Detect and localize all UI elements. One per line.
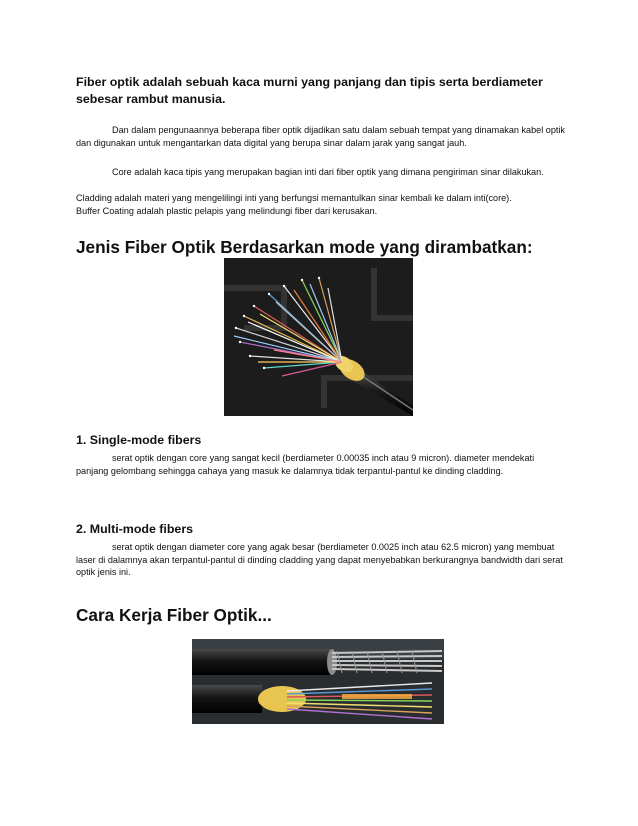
intro-paragraph — [76, 124, 568, 149]
core-paragraph-text: Core adalah kaca tipis yang merupakan bagian inti dari fiber optik yang dimana pengiriman sinar dilakukan. — [112, 167, 544, 177]
jenis-heading: Jenis Fiber Optik Berdasarkan mode yang dirambatkan: — [76, 237, 533, 257]
cara-kerja-heading: Cara Kerja Fiber Optik... — [76, 605, 272, 625]
fiber-optic-cables-icon — [192, 639, 444, 724]
cladding-paragraph: Cladding adalah materi yang mengelilingi inti yang berfungsi memantulkan sinar kembali ke dalam inti(core). — [76, 193, 512, 203]
fiber-optic-cables-photo — [192, 639, 444, 724]
single-mode-text: serat optik dengan core yang sangat kecil (berdiameter 0.00035 inch atau 9 micron). diameter mendekati panjang gelombang sehingga cahaya yang masuk ke dalamnya tidak terpantul-pantul ke dinding cladding. — [76, 453, 535, 476]
intro-title: Fiber optik adalah sebuah kaca murni yang panjang dan tipis serta berdiameter sebesar rambut manusia. — [76, 75, 543, 106]
multi-mode-heading: 2. Multi-mode fibers — [76, 522, 194, 536]
core-paragraph — [76, 166, 568, 179]
single-mode-heading: 1. Single-mode fibers — [76, 433, 202, 447]
multi-mode-text: serat optik dengan diameter core yang agak besar (berdiameter 0.0025 inch atau 62.5 micron) yang membuat laser di dalamnya akan terpantul-pantul di dinding cladding yang dapat menyebabkan berkurangnya bandwidth dari serat optik jenis ini. — [76, 542, 563, 578]
fiber-optic-cable-photo — [224, 258, 413, 416]
multi-mode-paragraph — [76, 541, 568, 579]
fiber-optic-cable-icon — [224, 258, 413, 416]
single-mode-paragraph — [76, 452, 568, 477]
buffer-coating-paragraph: Buffer Coating adalah plastic pelapis yang melindungi fiber dari kerusakan. — [76, 206, 378, 216]
intro-paragraph-text: Dan dalam pengunaannya beberapa fiber optik dijadikan satu dalam sebuah tempat yang dinamakan kabel optik dan digunakan untuk mengantarkan data digital yang berupa sinar dalam jarak yang sangat jauh. — [76, 125, 565, 148]
